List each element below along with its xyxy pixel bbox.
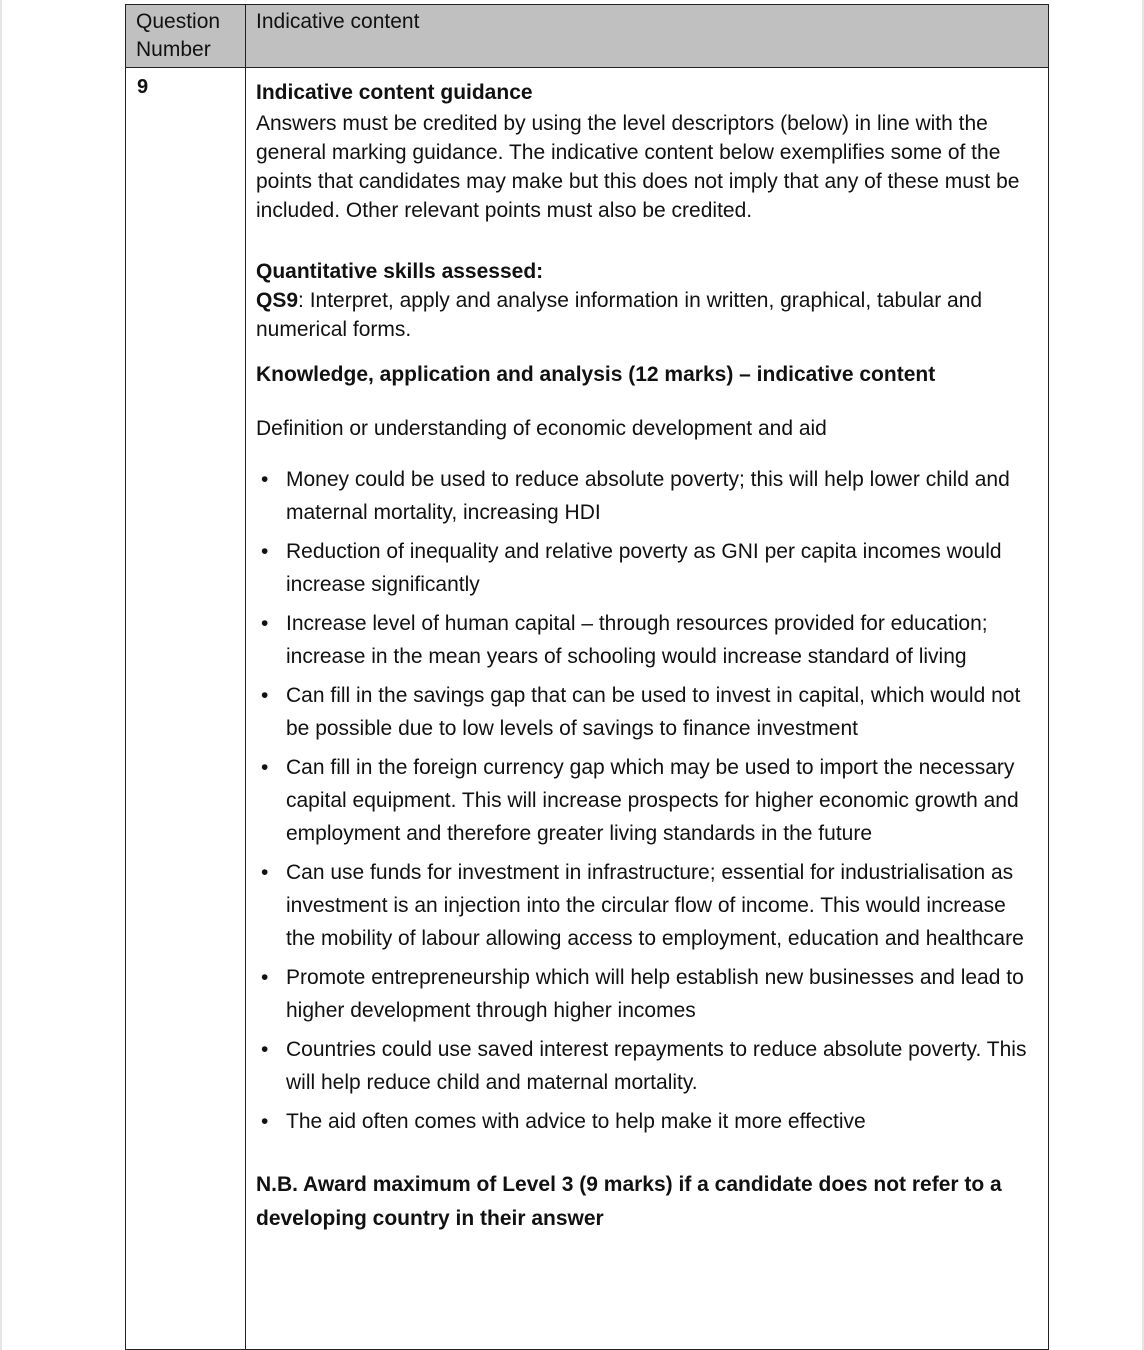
list-item-text: Can use funds for investment in infrastructure; essential for industrialisation as investment is an injection into the circular flow of income. This would increase the mobility of labour allowing access to employment, education and healthcare bbox=[286, 861, 1024, 950]
bullet-icon: • bbox=[261, 966, 269, 989]
list-item bbox=[261, 679, 1038, 745]
list-item bbox=[261, 607, 1038, 673]
guidance-title: Indicative content guidance bbox=[256, 81, 533, 104]
list-item-text: Money could be used to reduce absolute poverty; this will help lower child and maternal mortality, increasing HDI bbox=[286, 468, 1010, 524]
page-edge-left bbox=[0, 0, 2, 1350]
mark-scheme-table bbox=[125, 4, 1049, 1350]
list-item bbox=[261, 535, 1038, 601]
list-item bbox=[261, 751, 1038, 850]
qs-code: QS9 bbox=[256, 289, 299, 312]
list-item-text: Can fill in the foreign currency gap which may be used to import the necessary capital equipment. This will increase prospects for higher economic growth and employment and therefore greater living standards in the future bbox=[286, 756, 1019, 845]
bullet-icon: • bbox=[261, 1110, 269, 1133]
list-item bbox=[261, 856, 1038, 955]
list-item bbox=[261, 463, 1038, 529]
list-item-text: The aid often comes with advice to help make it more effective bbox=[286, 1110, 866, 1133]
definition-text: Definition or understanding of economic development and aid bbox=[256, 417, 827, 440]
list-item bbox=[261, 1105, 1038, 1138]
list-item-text: Increase level of human capital – through resources provided for education; increase in the mean years of schooling would increase standard of living bbox=[286, 612, 988, 668]
bullet-icon: • bbox=[261, 756, 269, 779]
bullet-icon: • bbox=[261, 861, 269, 884]
list-item-text: Promote entrepreneurship which will help establish new businesses and lead to higher development through higher incomes bbox=[286, 966, 1024, 1022]
quantitative-skill bbox=[256, 286, 1038, 344]
quantitative-title: Quantitative skills assessed: bbox=[256, 260, 544, 283]
guidance-text: Answers must be credited by using the level descriptors (below) in line with the general marking guidance. The indicative content below exemplifies some of the points that candidates may make but this does not imply that any of these must be included. Other relevant points must also be credited. bbox=[256, 112, 1020, 222]
knowledge-heading: Knowledge, application and analysis (12 marks) – indicative content bbox=[256, 363, 936, 386]
list-item-text: Countries could use saved interest repayments to reduce absolute poverty. This will help reduce child and maternal mortality. bbox=[286, 1038, 1027, 1094]
bullet-icon: • bbox=[261, 540, 269, 563]
qs-text: : Interpret, apply and analyse information in written, graphical, tabular and numerical forms. bbox=[256, 289, 983, 341]
nb-note: N.B. Award maximum of Level 3 (9 marks) if a candidate does not refer to a developing country in their answer bbox=[256, 1173, 1002, 1230]
question-number-cell bbox=[126, 68, 246, 1350]
list-item bbox=[261, 961, 1038, 1027]
content-cell bbox=[246, 68, 1049, 1350]
list-item bbox=[261, 1033, 1038, 1099]
list-item-text: Reduction of inequality and relative poverty as GNI per capita incomes would increase significantly bbox=[286, 540, 1002, 596]
indicative-points-list bbox=[256, 463, 1038, 1138]
table-header-row bbox=[126, 5, 1049, 68]
bullet-icon: • bbox=[261, 468, 269, 491]
list-item-text: Can fill in the savings gap that can be used to invest in capital, which would not be possible due to low levels of savings to finance investment bbox=[286, 684, 1021, 740]
table-row bbox=[126, 68, 1049, 1350]
header-indicative-content: Indicative content bbox=[246, 5, 1049, 68]
bullet-icon: • bbox=[261, 684, 269, 707]
bullet-icon: • bbox=[261, 612, 269, 635]
header-question-number: Question Number bbox=[126, 5, 246, 68]
question-number: 9 bbox=[137, 76, 149, 98]
bullet-icon: • bbox=[261, 1038, 269, 1061]
